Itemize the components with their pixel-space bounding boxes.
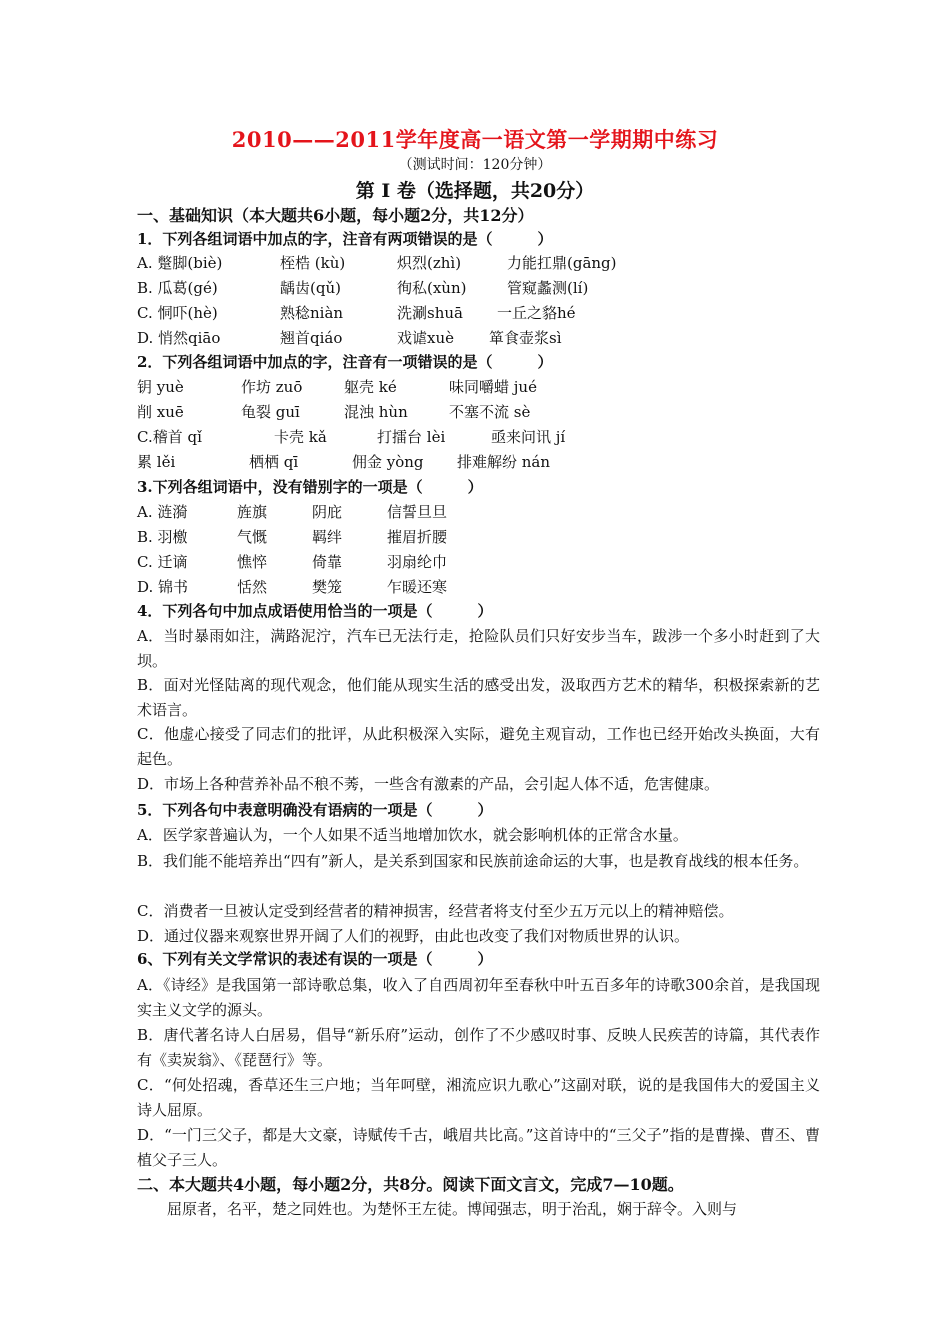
option-cell: 恬然 <box>237 578 268 596</box>
question-1-stem: 1．下列各组词语中加点的字，注音有两项错误的是（ ） <box>137 230 553 248</box>
question-4-option-d: D．市场上各种营养补品不稂不莠，一些含有激素的产品，会引起人体不适，危害健康。 <box>137 775 720 793</box>
option-cell: 摧眉折腰 <box>387 528 448 546</box>
option-cell: 徇私(xùn) <box>397 279 467 297</box>
exam-title: 2010——2011学年度高一语文第一学期期中练习 <box>231 127 719 152</box>
option-cell: 翘首qiáo <box>280 329 343 347</box>
option-cell: A. 蹩脚(biè) <box>137 254 223 272</box>
question-4-option-a: A．当时暴雨如注，满路泥泞，汽车已无法行走，抢险队员们只好安步当车，跋涉一个多小时赶到了大坝。 <box>137 627 820 670</box>
question-6-stem: 6、下列有关文学常识的表述有误的一项是（ ） <box>137 950 493 968</box>
option-cell: 力能扛鼎(gāng) <box>507 254 617 272</box>
option-cell: 打擂台 lèi <box>377 428 446 446</box>
question-6-option-c: C．“何处招魂，香草还生三户地；当年呵壁，湘流应识九歌心”这副对联，说的是我国伟大的爱国主义诗人屈原。 <box>137 1076 820 1119</box>
question-6-option-a: A．《诗经》是我国第一部诗歌总集，收入了自西周初年至春秋中叶五百多年的诗歌300余首，是我国现实主义文学的源头。 <box>137 976 820 1019</box>
option-cell: 羽扇纶巾 <box>387 553 448 571</box>
question-2-stem: 2．下列各组词语中加点的字，注音有一项错误的是（ ） <box>137 353 553 371</box>
option-cell: 樊笼 <box>312 578 343 596</box>
option-cell: 佣金 yòng <box>352 453 424 471</box>
question-5-option-a: A．医学家普遍认为，一个人如果不适当地增加饮水，就会影响机体的正常含水量。 <box>137 826 688 844</box>
option-cell: A. 涟漪 <box>137 503 188 521</box>
section-2-heading: 二、本大题共4小题，每小题2分，共8分。阅读下面文言文，完成7—10题。 <box>137 1175 684 1194</box>
option-cell: 混浊 hùn <box>344 403 408 421</box>
question-6-option-d: D．“一门三父子，都是大文豪，诗赋传千古，峨眉共比高。”这首诗中的“三父子”指的是曹操、曹丕、曹植父子三人。 <box>137 1126 820 1169</box>
option-cell: 管窥蠡测(lí) <box>507 279 589 297</box>
option-cell: 卡壳 kǎ <box>274 428 327 446</box>
question-5-option-b: B．我们能不能培养出“四有”新人，是关系到国家和民族前途命运的大事，也是教育战线的根本任务。 <box>137 852 809 870</box>
question-5-option-c: C．消费者一旦被认定受到经营者的精神损害，经营者将支付至少五万元以上的精神赔偿。 <box>137 902 734 920</box>
option-cell: 钥 yuè <box>137 378 184 396</box>
option-cell: 羁绊 <box>312 528 343 546</box>
option-cell: 炽烈(zhì) <box>397 254 462 272</box>
question-5-option-d: D．通过仪器来观察世界开阔了人们的视野，由此也改变了我们对物质世界的认识。 <box>137 927 690 945</box>
option-cell: B. 羽檄 <box>137 528 188 546</box>
passage-paragraph: 屈原者，名平，楚之同姓也。为楚怀王左徒。博闻强志，明于治乱，娴于辞令。入则与 <box>167 1200 738 1218</box>
option-cell: 作坊 zuō <box>241 378 303 396</box>
option-cell: 龟裂 guī <box>241 403 300 421</box>
section-1-heading: 一、基础知识（本大题共6小题，每小题2分，共12分） <box>137 206 534 225</box>
question-4-option-c: C．他虚心接受了同志们的批评，从此积极深入实际，避免主观盲动，工作也已经开始改头换面，大有起色。 <box>137 725 820 768</box>
question-5-stem: 5．下列各句中表意明确没有语病的一项是（ ） <box>137 801 493 819</box>
option-cell: 憔悴 <box>237 553 268 571</box>
option-cell: 躯壳 ké <box>344 378 397 396</box>
option-cell: D. 悄然qiāo <box>137 329 221 347</box>
option-cell: 亟来问讯 jí <box>491 428 566 446</box>
question-4-option-b: B．面对光怪陆离的现代观念，他们能从现实生活的感受出发，汲取西方艺术的精华，积极探索新的艺术语言。 <box>137 676 820 719</box>
option-cell: 桎梏 (kù) <box>280 254 346 272</box>
option-cell: 累 lěi <box>137 453 176 471</box>
option-cell: 不塞不流 sè <box>449 403 531 421</box>
option-cell: 龋齿(qǔ) <box>280 279 341 297</box>
option-cell: 味同嚼蜡 jué <box>449 378 537 396</box>
option-cell: 箪食壶浆sì <box>489 329 562 347</box>
exam-time: （测试时间：120分钟） <box>398 157 552 173</box>
option-cell: C. 恫吓(hè) <box>137 304 218 322</box>
option-cell: 戏谑xuè <box>397 329 454 347</box>
option-cell: 栖栖 qī <box>249 453 299 471</box>
question-3-stem: 3.下列各组词语中，没有错别字的一项是（ ） <box>137 478 483 496</box>
option-cell: 熟稔niàn <box>280 304 344 322</box>
option-cell: 削 xuē <box>137 403 184 421</box>
question-4-stem: 4．下列各句中加点成语使用恰当的一项是（ ） <box>137 602 493 620</box>
option-cell: 排难解纷 nán <box>457 453 551 471</box>
option-cell: 洗涮shuā <box>397 304 463 322</box>
option-cell: B. 瓜葛(gé) <box>137 279 218 297</box>
option-cell: C. 迁谪 <box>137 553 188 571</box>
option-cell: 倚靠 <box>312 553 343 571</box>
option-cell: 旌旗 <box>237 503 268 521</box>
option-cell: 阴庇 <box>312 503 343 521</box>
question-6-option-b: B．唐代著名诗人白居易，倡导“新乐府”运动，创作了不少感叹时事、反映人民疾苦的诗篇，其代表作有《卖炭翁》、《琵琶行》等。 <box>137 1026 820 1069</box>
option-cell: 信誓旦旦 <box>387 503 448 521</box>
volume-heading: 第 Ⅰ 卷（选择题，共20分） <box>355 180 595 202</box>
option-cell: 乍暖还寒 <box>387 578 448 596</box>
option-cell: D. 锦书 <box>137 578 189 596</box>
option-cell: 气慨 <box>237 528 268 546</box>
option-cell: 一丘之貉hé <box>497 304 576 322</box>
option-cell: C.稽首 qǐ <box>137 428 202 446</box>
